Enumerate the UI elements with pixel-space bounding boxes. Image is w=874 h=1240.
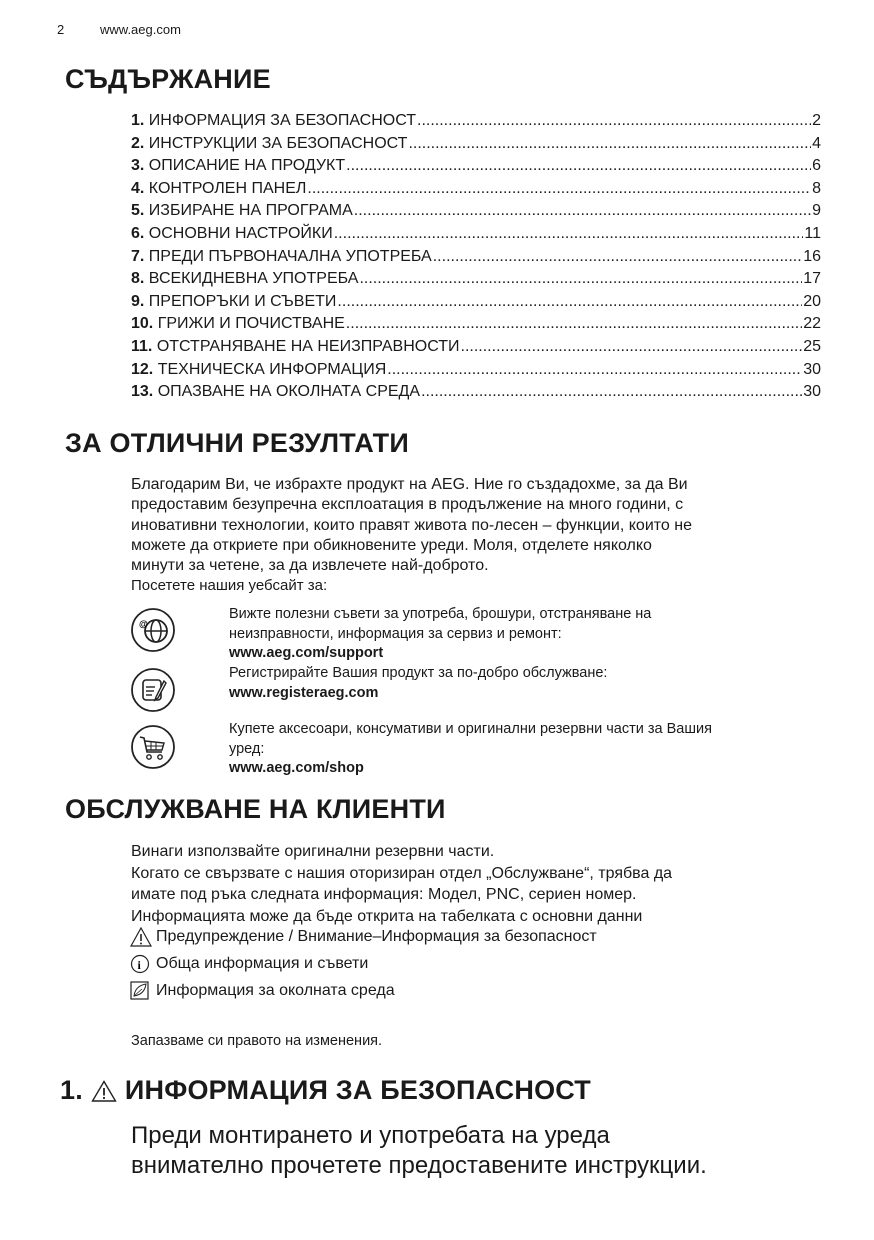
toc-text: ИНФОРМАЦИЯ ЗА БЕЗОПАСНОСТ (148, 112, 416, 129)
text-line: предоставим безупречна експлоатация в продължение на много години, с (131, 496, 684, 514)
toc-text: ИЗБИРАНЕ НА ПРОГРАМА (148, 202, 353, 220)
toc-label (131, 202, 353, 220)
toc-number: 1. (131, 112, 145, 129)
section-number: 1. (60, 1075, 83, 1105)
toc-number: 10. (131, 315, 154, 333)
toc-page: 9 (812, 202, 821, 220)
svg-text:i: i (137, 958, 141, 972)
toc-text: ГРИЖИ И ПОЧИСТВАНЕ (157, 315, 345, 333)
toc-item[interactable] (131, 180, 821, 203)
text-line: иновативни технологии, които правят живота по-лесен – функции, които не (131, 516, 692, 534)
register-link[interactable]: www.registeraeg.com (229, 684, 379, 701)
toc-item[interactable] (131, 248, 821, 271)
warning-icon (91, 1080, 117, 1102)
leaf-icon (130, 981, 152, 1001)
toc-item[interactable] (131, 361, 821, 384)
text-line: Благодарим Ви, че избрахте продукт на AEG. Ние го създадохме, за да Ви (131, 476, 688, 493)
toc-text: ОПИСАНИЕ НА ПРОДУКТ (148, 157, 346, 175)
toc-number: 7. (131, 247, 145, 265)
toc-page: 22 (803, 315, 821, 333)
toc-text: ПРЕДИ ПЪРВОНАЧАЛНА УПОТРЕБА (148, 247, 432, 265)
toc-text: ОСНОВНИ НАСТРОЙКИ (148, 224, 333, 242)
toc-leader (337, 293, 802, 311)
toc-title: СЪДЪРЖАНИЕ (65, 64, 271, 94)
toc-item[interactable] (131, 293, 821, 316)
website: www.aeg.com (100, 22, 181, 37)
section-title: ИНФОРМАЦИЯ ЗА БЕЗОПАСНОСТ (124, 1075, 591, 1105)
legend-warning (130, 927, 597, 947)
legend-text: Предупреждение / Внимание–Информация за безопасност (156, 928, 597, 945)
toc-label (131, 270, 358, 288)
toc-number: 2. (131, 134, 145, 152)
legend-text: Обща информация и съвети (156, 955, 369, 972)
text-line: Преди монтирането и употребата на уреда (131, 1122, 610, 1149)
toc-label (131, 180, 306, 198)
legend-info (130, 954, 368, 974)
text-line: Винаги използвайте оригинални резервни части. (131, 843, 495, 860)
service-text (131, 841, 831, 927)
text-line: минути за четене, за да извлечете най-доброто. (131, 557, 489, 575)
reserve-note: Запазваме си правото на изменения. (131, 1033, 383, 1049)
toc-item[interactable] (131, 383, 821, 406)
toc-page: 4 (812, 134, 821, 152)
toc-number: 11. (131, 337, 153, 355)
shopping-cart-icon (130, 724, 176, 770)
info-icon (130, 954, 152, 974)
toc-item[interactable] (131, 338, 821, 361)
toc-label (131, 383, 420, 401)
toc-page: 2 (812, 112, 821, 129)
text-line: Информацията може да бъде открита на табелката с основни данни (131, 907, 643, 925)
toc-label (131, 338, 460, 356)
toc-number: 8. (131, 270, 145, 288)
svg-text:@: @ (139, 619, 148, 629)
toc-number: 5. (131, 202, 145, 220)
toc-leader (334, 225, 804, 243)
toc-page: 17 (803, 270, 821, 288)
register-text (229, 664, 829, 703)
toc-leader (417, 112, 811, 130)
toc-page: 30 (803, 383, 821, 401)
text-line: Когато се свързвате с нашия оторизиран отдел „Обслужване“, трябва да (131, 864, 673, 882)
toc-item[interactable] (131, 112, 821, 135)
globe-support-icon (130, 607, 176, 653)
register-document-icon (130, 667, 176, 713)
support-link[interactable]: www.aeg.com/support (229, 645, 384, 661)
toc-number: 3. (131, 157, 145, 175)
toc-item[interactable] (131, 315, 821, 338)
legend-environment (130, 981, 395, 1001)
toc-number: 4. (131, 179, 145, 197)
toc-item[interactable] (131, 135, 821, 158)
text-line: уред: (229, 740, 265, 757)
toc-page: 11 (804, 224, 821, 242)
text-line: Посетете нашия уебсайт за: (131, 577, 328, 595)
text-line: можете да откриете при обикновените уреди. Моля, отделете няколко (131, 536, 652, 554)
toc-item[interactable] (131, 157, 821, 180)
toc-label (131, 225, 333, 243)
support-text (229, 605, 829, 664)
toc-leader (359, 270, 802, 288)
toc-label (131, 157, 345, 175)
toc-label (131, 315, 345, 333)
toc-page: 20 (803, 292, 821, 310)
text-line: Регистрирайте Вашия продукт за по-добро обслужване: (229, 665, 608, 681)
text-line: неизправности, информация за сервиз и ремонт: (229, 625, 562, 642)
toc-label (131, 135, 407, 153)
toc-page: 16 (803, 247, 821, 265)
shop-link[interactable]: www.aeg.com/shop (229, 760, 364, 776)
toc-text: ОПАЗВАНЕ НА ОКОЛНАТА СРЕДА (157, 383, 421, 401)
text-line: Купете аксесоари, консумативи и оригинални резервни части за Вашия (229, 721, 712, 737)
toc-text: ОТСТРАНЯВАНЕ НА НЕИЗПРАВНОСТИ (156, 337, 460, 355)
toc-item[interactable] (131, 225, 821, 248)
results-title: ЗА ОТЛИЧНИ РЕЗУЛТАТИ (65, 428, 409, 458)
text-line: имате под ръка следната информация: Модел, PNC, сериен номер. (131, 886, 637, 903)
toc-leader (433, 248, 802, 266)
toc-number: 13. (131, 383, 154, 401)
toc-item[interactable] (131, 202, 821, 225)
toc-label (131, 112, 416, 130)
toc-text: КОНТРОЛЕН ПАНЕЛ (148, 179, 307, 197)
page-number: 2 (57, 22, 65, 37)
text-line: Вижте полезни съвети за употреба, брошури, отстраняване на (229, 606, 652, 622)
results-intro (131, 475, 831, 597)
text-line: внимателно прочетете предоставените инструкции. (131, 1152, 707, 1179)
toc-number: 9. (131, 292, 145, 310)
toc-leader (354, 202, 811, 220)
toc-leader (421, 383, 802, 401)
toc-leader (346, 315, 802, 333)
toc-leader (387, 361, 802, 379)
toc-page: 8 (812, 179, 821, 197)
toc-number: 12. (131, 360, 154, 378)
legend-text: Информация за околната среда (156, 982, 395, 999)
service-title: ОБСЛУЖВАНЕ НА КЛИЕНТИ (65, 794, 446, 824)
toc-text: ТЕХНИЧЕСКА ИНФОРМАЦИЯ (157, 360, 387, 378)
toc-label (131, 293, 336, 311)
table-of-contents (131, 112, 821, 406)
toc-page: 6 (812, 157, 821, 175)
toc-leader (307, 180, 811, 198)
toc-number: 6. (131, 224, 145, 242)
toc-label (131, 361, 386, 379)
toc-label (131, 248, 432, 266)
toc-leader (408, 135, 811, 153)
toc-page: 30 (803, 360, 821, 378)
safety-title (60, 1075, 591, 1106)
toc-page: 25 (803, 337, 821, 355)
toc-text: ПРЕПОРЪКИ И СЪВЕТИ (148, 292, 337, 310)
toc-item[interactable] (131, 270, 821, 293)
toc-leader (461, 338, 803, 356)
warning-icon (130, 927, 152, 947)
toc-text: ВСЕКИДНЕВНА УПОТРЕБА (148, 270, 359, 288)
toc-leader (346, 157, 811, 175)
shop-text (229, 720, 829, 779)
toc-text: ИНСТРУКЦИИ ЗА БЕЗОПАСНОСТ (148, 134, 408, 152)
safety-intro (131, 1121, 707, 1181)
